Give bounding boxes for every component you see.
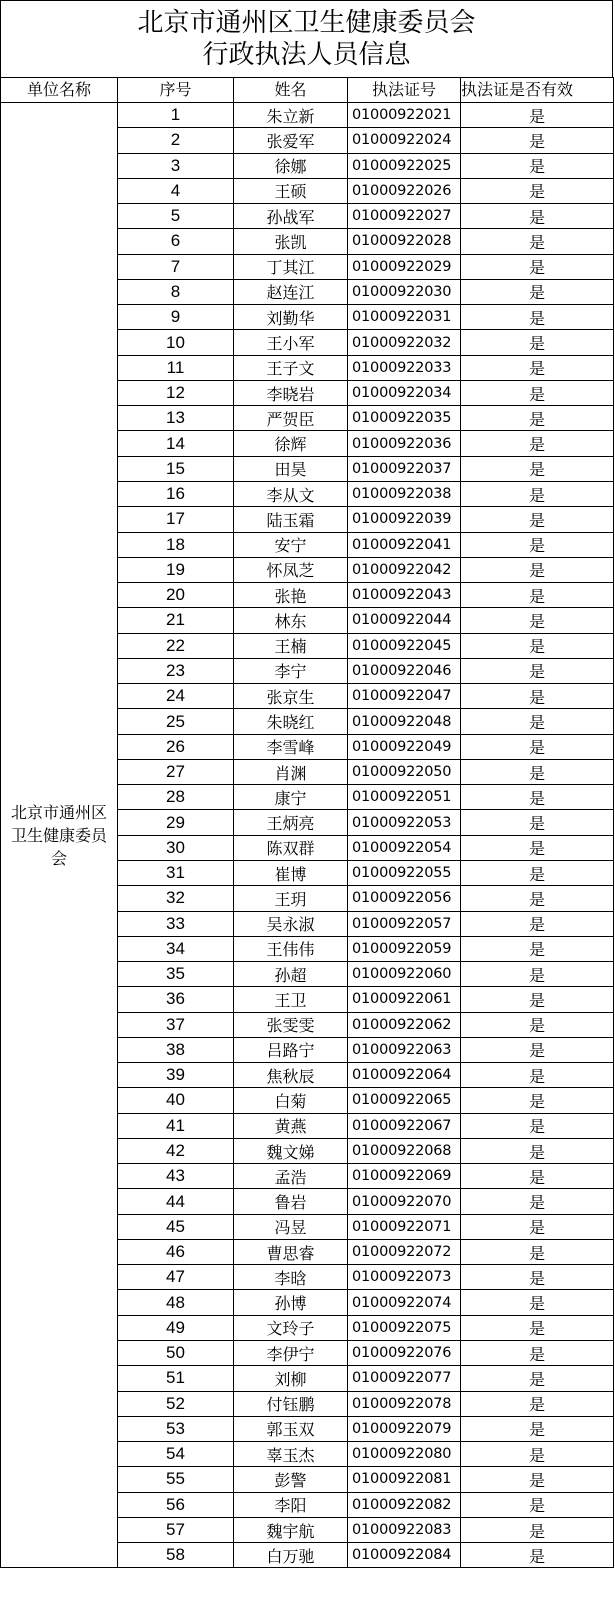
- column-header-cert[interactable]: 执法证号: [348, 78, 461, 103]
- name-cell[interactable]: 郭玉双: [234, 1416, 348, 1441]
- seq-cell[interactable]: 23: [118, 658, 234, 683]
- cert-number-cell[interactable]: 01000922064: [348, 1063, 461, 1088]
- name-cell[interactable]: 焦秋辰: [234, 1063, 348, 1088]
- cert-number-cell[interactable]: 01000922083: [348, 1517, 461, 1542]
- valid-cell[interactable]: 是: [461, 658, 614, 683]
- valid-cell[interactable]: 是: [461, 886, 614, 911]
- cert-number-cell[interactable]: 01000922065: [348, 1088, 461, 1113]
- name-cell[interactable]: 白万驰: [234, 1543, 348, 1568]
- seq-cell[interactable]: 18: [118, 532, 234, 557]
- seq-cell[interactable]: 14: [118, 431, 234, 456]
- cert-number-cell[interactable]: 01000922080: [348, 1442, 461, 1467]
- valid-cell[interactable]: 是: [461, 608, 614, 633]
- valid-cell[interactable]: 是: [461, 1239, 614, 1264]
- valid-cell[interactable]: 是: [461, 355, 614, 380]
- table-header-row: [1, 78, 614, 103]
- valid-cell[interactable]: 是: [461, 684, 614, 709]
- cert-number-cell[interactable]: 01000922074: [348, 1290, 461, 1315]
- seq-cell[interactable]: 47: [118, 1265, 234, 1290]
- name-cell[interactable]: 严贺臣: [234, 406, 348, 431]
- seq-cell[interactable]: 51: [118, 1366, 234, 1391]
- name-cell[interactable]: 张凯: [234, 229, 348, 254]
- name-cell[interactable]: 安宁: [234, 532, 348, 557]
- cert-number-cell[interactable]: 01000922057: [348, 911, 461, 936]
- valid-cell[interactable]: 是: [461, 911, 614, 936]
- valid-cell[interactable]: 是: [461, 1113, 614, 1138]
- name-cell[interactable]: 吴永淑: [234, 911, 348, 936]
- cert-number-cell[interactable]: 01000922029: [348, 254, 461, 279]
- valid-cell[interactable]: 是: [461, 557, 614, 582]
- valid-cell[interactable]: 是: [461, 583, 614, 608]
- cert-number-cell[interactable]: 01000922021: [348, 103, 461, 128]
- name-cell[interactable]: 魏文娣: [234, 1138, 348, 1163]
- page-title: 北京市通州区卫生健康委员会: [137, 8, 476, 38]
- cert-number-cell[interactable]: 01000922076: [348, 1341, 461, 1366]
- name-cell[interactable]: 文玲子: [234, 1315, 348, 1340]
- cert-number-cell[interactable]: 01000922071: [348, 1214, 461, 1239]
- cert-number-cell[interactable]: 01000922077: [348, 1366, 461, 1391]
- cert-number-cell[interactable]: 01000922035: [348, 406, 461, 431]
- seq-cell[interactable]: 41: [118, 1113, 234, 1138]
- cert-number-cell[interactable]: 01000922030: [348, 279, 461, 304]
- valid-cell[interactable]: 是: [461, 456, 614, 481]
- cert-number-cell[interactable]: 01000922042: [348, 557, 461, 582]
- cert-number-cell[interactable]: 01000922049: [348, 734, 461, 759]
- cert-number-cell[interactable]: 01000922070: [348, 1189, 461, 1214]
- seq-cell[interactable]: 10: [118, 330, 234, 355]
- valid-cell[interactable]: 是: [461, 1164, 614, 1189]
- cert-number-cell[interactable]: 01000922028: [348, 229, 461, 254]
- valid-cell[interactable]: 是: [461, 204, 614, 229]
- seq-cell[interactable]: 52: [118, 1391, 234, 1416]
- name-cell[interactable]: 徐辉: [234, 431, 348, 456]
- cert-number-cell[interactable]: 01000922031: [348, 305, 461, 330]
- name-cell[interactable]: 辜玉杰: [234, 1442, 348, 1467]
- valid-cell[interactable]: 是: [461, 1517, 614, 1542]
- name-cell[interactable]: 张雯雯: [234, 1012, 348, 1037]
- valid-cell[interactable]: 是: [461, 279, 614, 304]
- valid-cell[interactable]: 是: [461, 759, 614, 784]
- cert-number-cell[interactable]: 01000922060: [348, 962, 461, 987]
- cert-number-cell[interactable]: 01000922047: [348, 684, 461, 709]
- valid-cell[interactable]: 是: [461, 936, 614, 961]
- name-cell[interactable]: 白菊: [234, 1088, 348, 1113]
- valid-cell[interactable]: 是: [461, 962, 614, 987]
- valid-cell[interactable]: 是: [461, 1341, 614, 1366]
- name-cell[interactable]: 刘勤华: [234, 305, 348, 330]
- cert-number-cell[interactable]: 01000922069: [348, 1164, 461, 1189]
- cert-number-cell[interactable]: 01000922039: [348, 507, 461, 532]
- valid-cell[interactable]: 是: [461, 330, 614, 355]
- cert-number-cell[interactable]: 01000922075: [348, 1315, 461, 1340]
- seq-cell[interactable]: 42: [118, 1138, 234, 1163]
- valid-cell[interactable]: 是: [461, 1366, 614, 1391]
- name-cell[interactable]: 付钰鹏: [234, 1391, 348, 1416]
- name-cell[interactable]: 陈双群: [234, 835, 348, 860]
- valid-cell[interactable]: 是: [461, 431, 614, 456]
- column-header-unit[interactable]: 单位名称: [1, 78, 118, 103]
- seq-cell[interactable]: 5: [118, 204, 234, 229]
- name-cell[interactable]: 田昊: [234, 456, 348, 481]
- valid-cell[interactable]: 是: [461, 380, 614, 405]
- seq-cell[interactable]: 46: [118, 1239, 234, 1264]
- valid-cell[interactable]: 是: [461, 153, 614, 178]
- seq-cell[interactable]: 24: [118, 684, 234, 709]
- name-cell[interactable]: 林东: [234, 608, 348, 633]
- valid-cell[interactable]: 是: [461, 178, 614, 203]
- valid-cell[interactable]: 是: [461, 1214, 614, 1239]
- name-cell[interactable]: 王伟伟: [234, 936, 348, 961]
- seq-cell[interactable]: 43: [118, 1164, 234, 1189]
- name-cell[interactable]: 陆玉霜: [234, 507, 348, 532]
- valid-cell[interactable]: 是: [461, 1138, 614, 1163]
- name-cell[interactable]: 吕路宁: [234, 1037, 348, 1062]
- cert-number-cell[interactable]: 01000922068: [348, 1138, 461, 1163]
- name-cell[interactable]: 刘柳: [234, 1366, 348, 1391]
- name-cell[interactable]: 李伊宁: [234, 1341, 348, 1366]
- seq-cell[interactable]: 35: [118, 962, 234, 987]
- cert-number-cell[interactable]: 01000922078: [348, 1391, 461, 1416]
- valid-cell[interactable]: 是: [461, 987, 614, 1012]
- seq-cell[interactable]: 54: [118, 1442, 234, 1467]
- cert-number-cell[interactable]: 01000922067: [348, 1113, 461, 1138]
- column-header-seq[interactable]: 序号: [118, 78, 234, 103]
- name-cell[interactable]: 李雪峰: [234, 734, 348, 759]
- seq-cell[interactable]: 29: [118, 810, 234, 835]
- cert-number-cell[interactable]: 01000922073: [348, 1265, 461, 1290]
- name-cell[interactable]: 王卫: [234, 987, 348, 1012]
- valid-cell[interactable]: 是: [461, 1467, 614, 1492]
- name-cell[interactable]: 魏宇航: [234, 1517, 348, 1542]
- cert-number-cell[interactable]: 01000922055: [348, 860, 461, 885]
- valid-cell[interactable]: 是: [461, 709, 614, 734]
- cert-number-cell[interactable]: 01000922072: [348, 1239, 461, 1264]
- cert-number-cell[interactable]: 01000922045: [348, 633, 461, 658]
- valid-cell[interactable]: 是: [461, 810, 614, 835]
- seq-cell[interactable]: 9: [118, 305, 234, 330]
- seq-cell[interactable]: 40: [118, 1088, 234, 1113]
- name-cell[interactable]: 康宁: [234, 785, 348, 810]
- name-cell[interactable]: 李宁: [234, 658, 348, 683]
- name-cell[interactable]: 曹思睿: [234, 1239, 348, 1264]
- seq-cell[interactable]: 13: [118, 406, 234, 431]
- unit-name-cell[interactable]: 北京市通州区卫生健康委员会: [1, 103, 118, 1568]
- cert-number-cell[interactable]: 01000922053: [348, 810, 461, 835]
- cert-number-cell[interactable]: 01000922046: [348, 658, 461, 683]
- cert-number-cell[interactable]: 01000922048: [348, 709, 461, 734]
- column-header-name[interactable]: 姓名: [234, 78, 348, 103]
- valid-cell[interactable]: 是: [461, 1442, 614, 1467]
- seq-cell[interactable]: 8: [118, 279, 234, 304]
- seq-cell[interactable]: 36: [118, 987, 234, 1012]
- name-cell[interactable]: 冯昱: [234, 1214, 348, 1239]
- seq-cell[interactable]: 57: [118, 1517, 234, 1542]
- name-cell[interactable]: 徐娜: [234, 153, 348, 178]
- seq-cell[interactable]: 15: [118, 456, 234, 481]
- cert-number-cell[interactable]: 01000922037: [348, 456, 461, 481]
- valid-cell[interactable]: 是: [461, 1012, 614, 1037]
- name-cell[interactable]: 王玥: [234, 886, 348, 911]
- name-cell[interactable]: 黄燕: [234, 1113, 348, 1138]
- valid-cell[interactable]: 是: [461, 1265, 614, 1290]
- valid-cell[interactable]: 是: [461, 1416, 614, 1441]
- valid-cell[interactable]: 是: [461, 481, 614, 506]
- cert-number-cell[interactable]: 01000922034: [348, 380, 461, 405]
- personnel-table: [0, 77, 614, 1568]
- cert-number-cell[interactable]: 01000922025: [348, 153, 461, 178]
- seq-cell[interactable]: 58: [118, 1543, 234, 1568]
- name-cell[interactable]: 朱晓红: [234, 709, 348, 734]
- name-cell[interactable]: 张艳: [234, 583, 348, 608]
- page-subtitle: 行政执法人员信息: [202, 40, 411, 70]
- valid-cell[interactable]: 是: [461, 305, 614, 330]
- valid-cell[interactable]: 是: [461, 1315, 614, 1340]
- valid-cell[interactable]: 是: [461, 1088, 614, 1113]
- table-row: [1, 103, 614, 128]
- seq-cell[interactable]: 55: [118, 1467, 234, 1492]
- valid-cell[interactable]: 是: [461, 633, 614, 658]
- name-cell[interactable]: 张爱军: [234, 128, 348, 153]
- seq-cell[interactable]: 39: [118, 1063, 234, 1088]
- seq-cell[interactable]: 25: [118, 709, 234, 734]
- name-cell[interactable]: 王硕: [234, 178, 348, 203]
- cert-number-cell[interactable]: 01000922084: [348, 1543, 461, 1568]
- valid-cell[interactable]: 是: [461, 1037, 614, 1062]
- name-cell[interactable]: 李从文: [234, 481, 348, 506]
- valid-cell[interactable]: 是: [461, 1290, 614, 1315]
- seq-cell[interactable]: 32: [118, 886, 234, 911]
- cert-number-cell[interactable]: 01000922062: [348, 1012, 461, 1037]
- title-block: [0, 0, 613, 77]
- seq-cell[interactable]: 6: [118, 229, 234, 254]
- cert-number-cell[interactable]: 01000922079: [348, 1416, 461, 1441]
- name-cell[interactable]: 孟浩: [234, 1164, 348, 1189]
- seq-cell[interactable]: 31: [118, 860, 234, 885]
- name-cell[interactable]: 王楠: [234, 633, 348, 658]
- name-cell[interactable]: 肖渊: [234, 759, 348, 784]
- name-cell[interactable]: 朱立新: [234, 103, 348, 128]
- cert-number-cell[interactable]: 01000922061: [348, 987, 461, 1012]
- seq-cell[interactable]: 27: [118, 759, 234, 784]
- seq-cell[interactable]: 50: [118, 1341, 234, 1366]
- seq-cell[interactable]: 2: [118, 128, 234, 153]
- name-cell[interactable]: 赵连江: [234, 279, 348, 304]
- valid-cell[interactable]: 是: [461, 1391, 614, 1416]
- seq-cell[interactable]: 11: [118, 355, 234, 380]
- cert-number-cell[interactable]: 01000922082: [348, 1492, 461, 1517]
- name-cell[interactable]: 李阳: [234, 1492, 348, 1517]
- seq-cell[interactable]: 3: [118, 153, 234, 178]
- cert-number-cell[interactable]: 01000922044: [348, 608, 461, 633]
- valid-cell[interactable]: 是: [461, 532, 614, 557]
- seq-cell[interactable]: 22: [118, 633, 234, 658]
- cert-number-cell[interactable]: 01000922081: [348, 1467, 461, 1492]
- column-header-valid[interactable]: 执法证是否有效: [461, 78, 614, 103]
- valid-cell[interactable]: 是: [461, 785, 614, 810]
- table-body: [1, 103, 614, 1568]
- name-cell[interactable]: 王小军: [234, 330, 348, 355]
- name-cell[interactable]: 崔博: [234, 860, 348, 885]
- cert-number-cell[interactable]: 01000922059: [348, 936, 461, 961]
- name-cell[interactable]: 王子文: [234, 355, 348, 380]
- seq-cell[interactable]: 12: [118, 380, 234, 405]
- seq-cell[interactable]: 48: [118, 1290, 234, 1315]
- valid-cell[interactable]: 是: [461, 103, 614, 128]
- name-cell[interactable]: 怀凤芝: [234, 557, 348, 582]
- seq-cell[interactable]: 28: [118, 785, 234, 810]
- name-cell[interactable]: 王炳亮: [234, 810, 348, 835]
- seq-cell[interactable]: 33: [118, 911, 234, 936]
- valid-cell[interactable]: 是: [461, 835, 614, 860]
- cert-number-cell[interactable]: 01000922043: [348, 583, 461, 608]
- valid-cell[interactable]: 是: [461, 1492, 614, 1517]
- seq-cell[interactable]: 37: [118, 1012, 234, 1037]
- cert-number-cell[interactable]: 01000922050: [348, 759, 461, 784]
- cert-number-cell[interactable]: 01000922024: [348, 128, 461, 153]
- valid-cell[interactable]: 是: [461, 1543, 614, 1568]
- seq-cell[interactable]: 17: [118, 507, 234, 532]
- valid-cell[interactable]: 是: [461, 229, 614, 254]
- cert-number-cell[interactable]: 01000922038: [348, 481, 461, 506]
- seq-cell[interactable]: 7: [118, 254, 234, 279]
- cert-number-cell[interactable]: 01000922036: [348, 431, 461, 456]
- seq-cell[interactable]: 26: [118, 734, 234, 759]
- name-cell[interactable]: 孙战军: [234, 204, 348, 229]
- seq-cell[interactable]: 56: [118, 1492, 234, 1517]
- seq-cell[interactable]: 16: [118, 481, 234, 506]
- cert-number-cell[interactable]: 01000922051: [348, 785, 461, 810]
- name-cell[interactable]: 李晓岩: [234, 380, 348, 405]
- valid-cell[interactable]: 是: [461, 734, 614, 759]
- seq-cell[interactable]: 49: [118, 1315, 234, 1340]
- seq-cell[interactable]: 34: [118, 936, 234, 961]
- valid-cell[interactable]: 是: [461, 860, 614, 885]
- seq-cell[interactable]: 1: [118, 103, 234, 128]
- valid-cell[interactable]: 是: [461, 1063, 614, 1088]
- seq-cell[interactable]: 53: [118, 1416, 234, 1441]
- seq-cell[interactable]: 45: [118, 1214, 234, 1239]
- cert-number-cell[interactable]: 01000922033: [348, 355, 461, 380]
- seq-cell[interactable]: 21: [118, 608, 234, 633]
- cert-number-cell[interactable]: 01000922027: [348, 204, 461, 229]
- name-cell[interactable]: 鲁岩: [234, 1189, 348, 1214]
- valid-cell[interactable]: 是: [461, 1189, 614, 1214]
- seq-cell[interactable]: 4: [118, 178, 234, 203]
- name-cell[interactable]: 张京生: [234, 684, 348, 709]
- cert-number-cell[interactable]: 01000922054: [348, 835, 461, 860]
- seq-cell[interactable]: 44: [118, 1189, 234, 1214]
- name-cell[interactable]: 丁其江: [234, 254, 348, 279]
- name-cell[interactable]: 李晗: [234, 1265, 348, 1290]
- valid-cell[interactable]: 是: [461, 406, 614, 431]
- seq-cell[interactable]: 30: [118, 835, 234, 860]
- cert-number-cell[interactable]: 01000922056: [348, 886, 461, 911]
- cert-number-cell[interactable]: 01000922063: [348, 1037, 461, 1062]
- name-cell[interactable]: 孙博: [234, 1290, 348, 1315]
- name-cell[interactable]: 彭警: [234, 1467, 348, 1492]
- valid-cell[interactable]: 是: [461, 128, 614, 153]
- name-cell[interactable]: 孙超: [234, 962, 348, 987]
- seq-cell[interactable]: 38: [118, 1037, 234, 1062]
- valid-cell[interactable]: 是: [461, 507, 614, 532]
- seq-cell[interactable]: 19: [118, 557, 234, 582]
- cert-number-cell[interactable]: 01000922032: [348, 330, 461, 355]
- cert-number-cell[interactable]: 01000922041: [348, 532, 461, 557]
- cert-number-cell[interactable]: 01000922026: [348, 178, 461, 203]
- valid-cell[interactable]: 是: [461, 254, 614, 279]
- seq-cell[interactable]: 20: [118, 583, 234, 608]
